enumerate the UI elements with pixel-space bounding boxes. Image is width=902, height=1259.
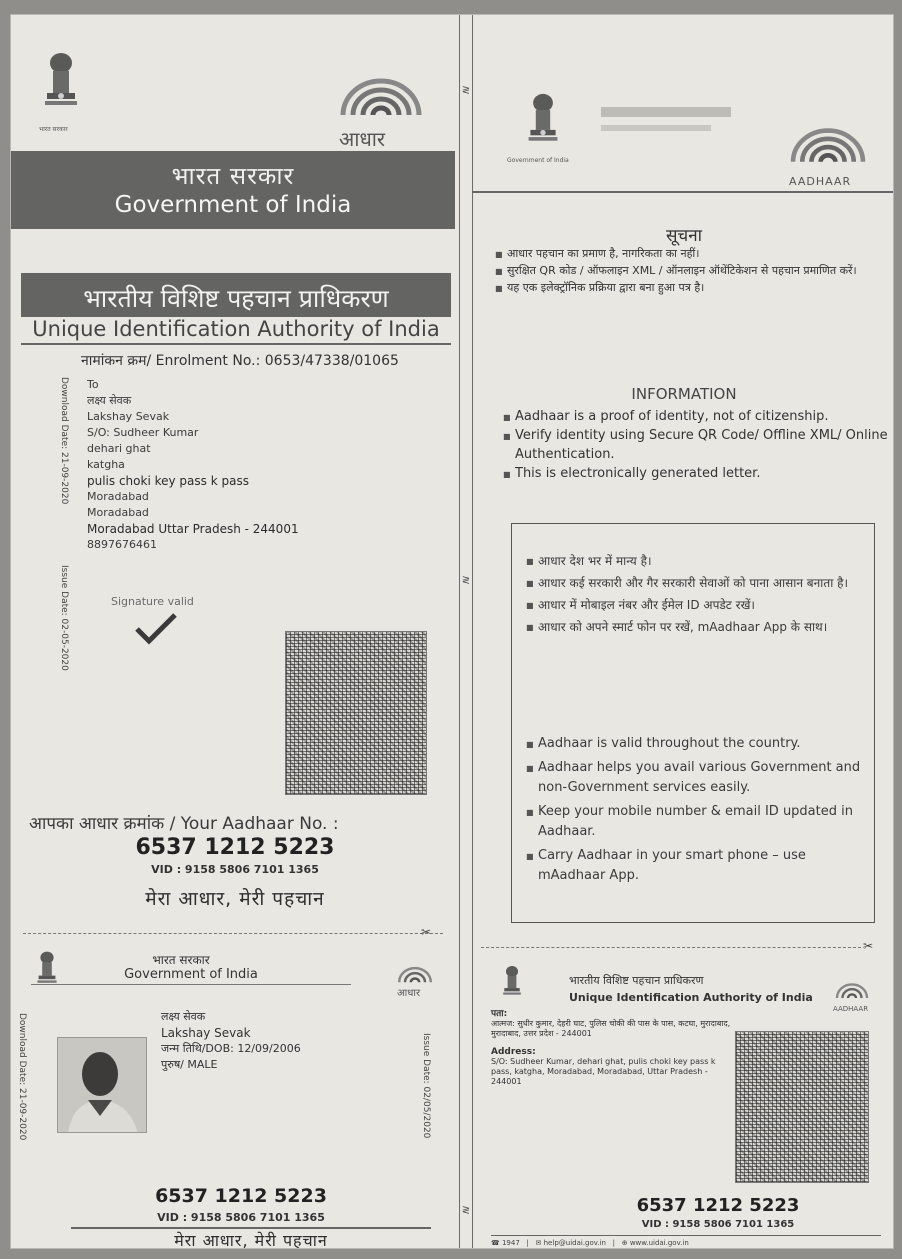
- fold-line: ≷ ≷ ≷: [459, 15, 473, 1249]
- uidai-english: Unique Identification Authority of India: [569, 991, 813, 1004]
- checkmark-icon: [133, 611, 179, 649]
- address-line: S/O: Sudheer Kumar: [87, 426, 199, 439]
- aadhaar-logo-text: AADHAAR: [789, 175, 852, 188]
- aadhaar-card-back: [473, 951, 894, 1249]
- uidai-english: Unique Identification Authority of India: [21, 317, 451, 345]
- mobile-number: 8897676461: [87, 538, 157, 551]
- scissor-icon: ✂: [863, 939, 874, 953]
- emblem-caption: Government of India: [507, 157, 569, 164]
- scissor-icon: ✂: [421, 925, 432, 939]
- issue-date: Issue Date: 02/05/2020: [421, 1033, 431, 1139]
- uidai-hindi: भारतीय विशिष्ट पहचान प्राधिकरण: [21, 273, 451, 317]
- emblem-caption: भारत सरकार: [39, 126, 68, 133]
- address-line: katgha: [87, 458, 125, 471]
- cut-line: [23, 933, 443, 934]
- aadhaar-logo-icon: [333, 75, 429, 129]
- download-date: Download Date: 21-09-2020: [17, 1013, 27, 1141]
- gov-hindi: भारत सरकार: [171, 162, 295, 190]
- address-line: Lakshay Sevak: [87, 410, 170, 423]
- national-emblem-icon: [41, 49, 81, 115]
- list-item: ■ आधार में मोबाइल नंबर और ईमेल ID अपडेट रखें।: [526, 596, 866, 614]
- hindi-info-list: [495, 245, 885, 296]
- address-line: dehari ghat: [87, 442, 151, 455]
- list-item: ■ Aadhaar helps you avail various Government and non-Government services easily.: [526, 758, 866, 798]
- address-line: Moradabad Uttar Pradesh - 244001: [87, 522, 299, 536]
- government-band: [11, 151, 455, 229]
- qr-code: [735, 1031, 869, 1183]
- email-icon: ✉: [535, 1239, 542, 1247]
- signature-status: Signature valid: [111, 595, 194, 608]
- list-item: ■ आधार कई सरकारी और गैर सरकारी सेवाओं को पाना आसान बनाता है।: [526, 574, 866, 592]
- address-text: S/O: Sudheer Kumar, dehari ghat, pulis choki key pass k pass, katgha, Moradabad, Moradabad, Uttar Pradesh - 244001: [491, 1057, 716, 1086]
- your-aadhaar-label: आपका आधार क्रमांक / Your Aadhaar No. :: [29, 814, 339, 834]
- web-icon: ⊕: [621, 1239, 628, 1247]
- list-item: ■ Aadhaar is a proof of identity, not of citizenship.: [503, 407, 891, 426]
- vid-number: VID : 9158 5806 7101 1365: [641, 1219, 795, 1230]
- enrolment-number: नामांकन क्रम/ Enrolment No.: 0653/47338/01065: [81, 353, 399, 369]
- list-item: ■ This is electronically generated letter.: [503, 464, 891, 483]
- list-item: ■ Aadhaar is valid throughout the country.: [526, 734, 866, 754]
- aadhaar-number: 6537 1212 5223: [135, 835, 335, 860]
- holder-photo: [57, 1037, 147, 1133]
- help-email: help@uidai.gov.in: [543, 1239, 606, 1247]
- list-item: ■ सुरक्षित QR कोड / ऑफलाइन XML / ऑनलाइन ऑथेंटिकेशन से पहचान प्रमाणित करें।: [495, 262, 885, 279]
- website: www.uidai.gov.in: [629, 1239, 689, 1247]
- address-line: Moradabad: [87, 506, 149, 519]
- tagline: मेरा आधार, मेरी पहचान: [145, 888, 325, 910]
- aadhaar-number: 6537 1212 5223: [636, 1195, 800, 1216]
- cut-line: [481, 947, 861, 948]
- aadhaar-logo-icon: [833, 981, 871, 1007]
- list-item: ■ Verify identity using Secure QR Code/ Offline XML/ Online Authentication.: [503, 426, 891, 464]
- holder-gender: पुरुष/ MALE: [161, 1058, 218, 1071]
- pata-text: आत्मज: सुधीर कुमार, देहरी घाट, पुलिस चोकी की पास के पास, कटघा, मुरादाबाद, मुरादाबाद, उत्तर प्रदेश - 244001: [491, 1019, 731, 1038]
- list-item: ■ आधार पहचान का प्रमाण है, नागरिकता का नहीं।: [495, 245, 885, 262]
- aadhaar-card-front: [11, 937, 459, 1249]
- vid-number: VID : 9158 5806 7101 1365: [151, 863, 319, 876]
- aadhaar-letter-sheet: [10, 14, 894, 1249]
- card-address: [491, 1009, 731, 1087]
- english-info-list: [503, 407, 891, 483]
- issue-date: Issue Date: 02-05-2020: [59, 565, 69, 671]
- list-item: ■ आधार को अपने स्मार्ट फोन पर रखें, mAadhaar App के साथ।: [526, 618, 866, 636]
- list-item: ■ यह एक इलेक्ट्रॉनिक प्रक्रिया द्वारा बना हुआ पत्र है।: [495, 279, 885, 296]
- address-line: To: [87, 378, 99, 391]
- national-emblem-icon: [501, 963, 523, 1001]
- aadhaar-number: 6537 1212 5223: [155, 1185, 327, 1207]
- list-item: ■ Keep your mobile number & email ID updated in Aadhaar.: [526, 802, 866, 842]
- recipient-address: [87, 377, 299, 553]
- gov-hindi: भारत सरकार: [152, 953, 210, 967]
- right-letter-panel: [473, 45, 894, 925]
- qr-code: [285, 631, 427, 795]
- holder-details: [161, 1009, 301, 1073]
- card-footer: ☎ 1947 | ✉ help@uidai.gov.in | ⊕ www.uidai.gov.in: [491, 1235, 881, 1247]
- uidai-hindi: भारतीय विशिष्ट पहचान प्राधिकरण: [569, 974, 704, 987]
- english-benefits-list: [526, 734, 866, 890]
- uidai-heading: [21, 273, 451, 345]
- holder-dob: जन्म तिथि/DOB: 12/09/2006: [161, 1042, 301, 1055]
- pata-label: पता:: [491, 1009, 508, 1019]
- header-divider: [473, 191, 894, 193]
- address-line: pulis choki key pass k pass: [87, 474, 249, 488]
- address-label: Address:: [491, 1047, 536, 1057]
- download-date: Download Date: 21-09-2020: [59, 377, 69, 505]
- gov-english: Government of India: [31, 967, 351, 985]
- header-bar: [601, 125, 711, 131]
- holder-name: Lakshay Sevak: [161, 1026, 251, 1040]
- aadhaar-logo-text: आधार: [397, 988, 421, 999]
- aadhaar-logo-text: आधार: [339, 127, 386, 151]
- phone-icon: ☎: [491, 1239, 500, 1247]
- hindi-benefits-list: [526, 552, 866, 640]
- holder-name-hindi: लक्ष्य सेवक: [161, 1010, 206, 1023]
- helpline-number: 1947: [501, 1239, 520, 1247]
- national-emblem-icon: [525, 89, 561, 151]
- list-item: ■ Carry Aadhaar in your smart phone – use mAadhaar App.: [526, 846, 866, 886]
- address-line: Moradabad: [87, 490, 149, 503]
- aadhaar-logo-text: AADHAAR: [833, 1005, 869, 1013]
- gov-english: Government of India: [114, 192, 352, 218]
- suchna-title: सूचना: [665, 226, 703, 246]
- left-letter-panel: [11, 15, 459, 920]
- tagline: मेरा आधार, मेरी पहचान: [71, 1227, 431, 1249]
- address-line: लक्ष्य सेवक: [87, 394, 132, 407]
- benefits-box: [511, 523, 875, 923]
- header-bar: [601, 107, 731, 117]
- vid-number: VID : 9158 5806 7101 1365: [157, 1211, 325, 1224]
- aadhaar-logo-icon: [783, 125, 873, 175]
- information-title: INFORMATION: [631, 385, 737, 403]
- list-item: ■ आधार देश भर में मान्य है।: [526, 552, 866, 570]
